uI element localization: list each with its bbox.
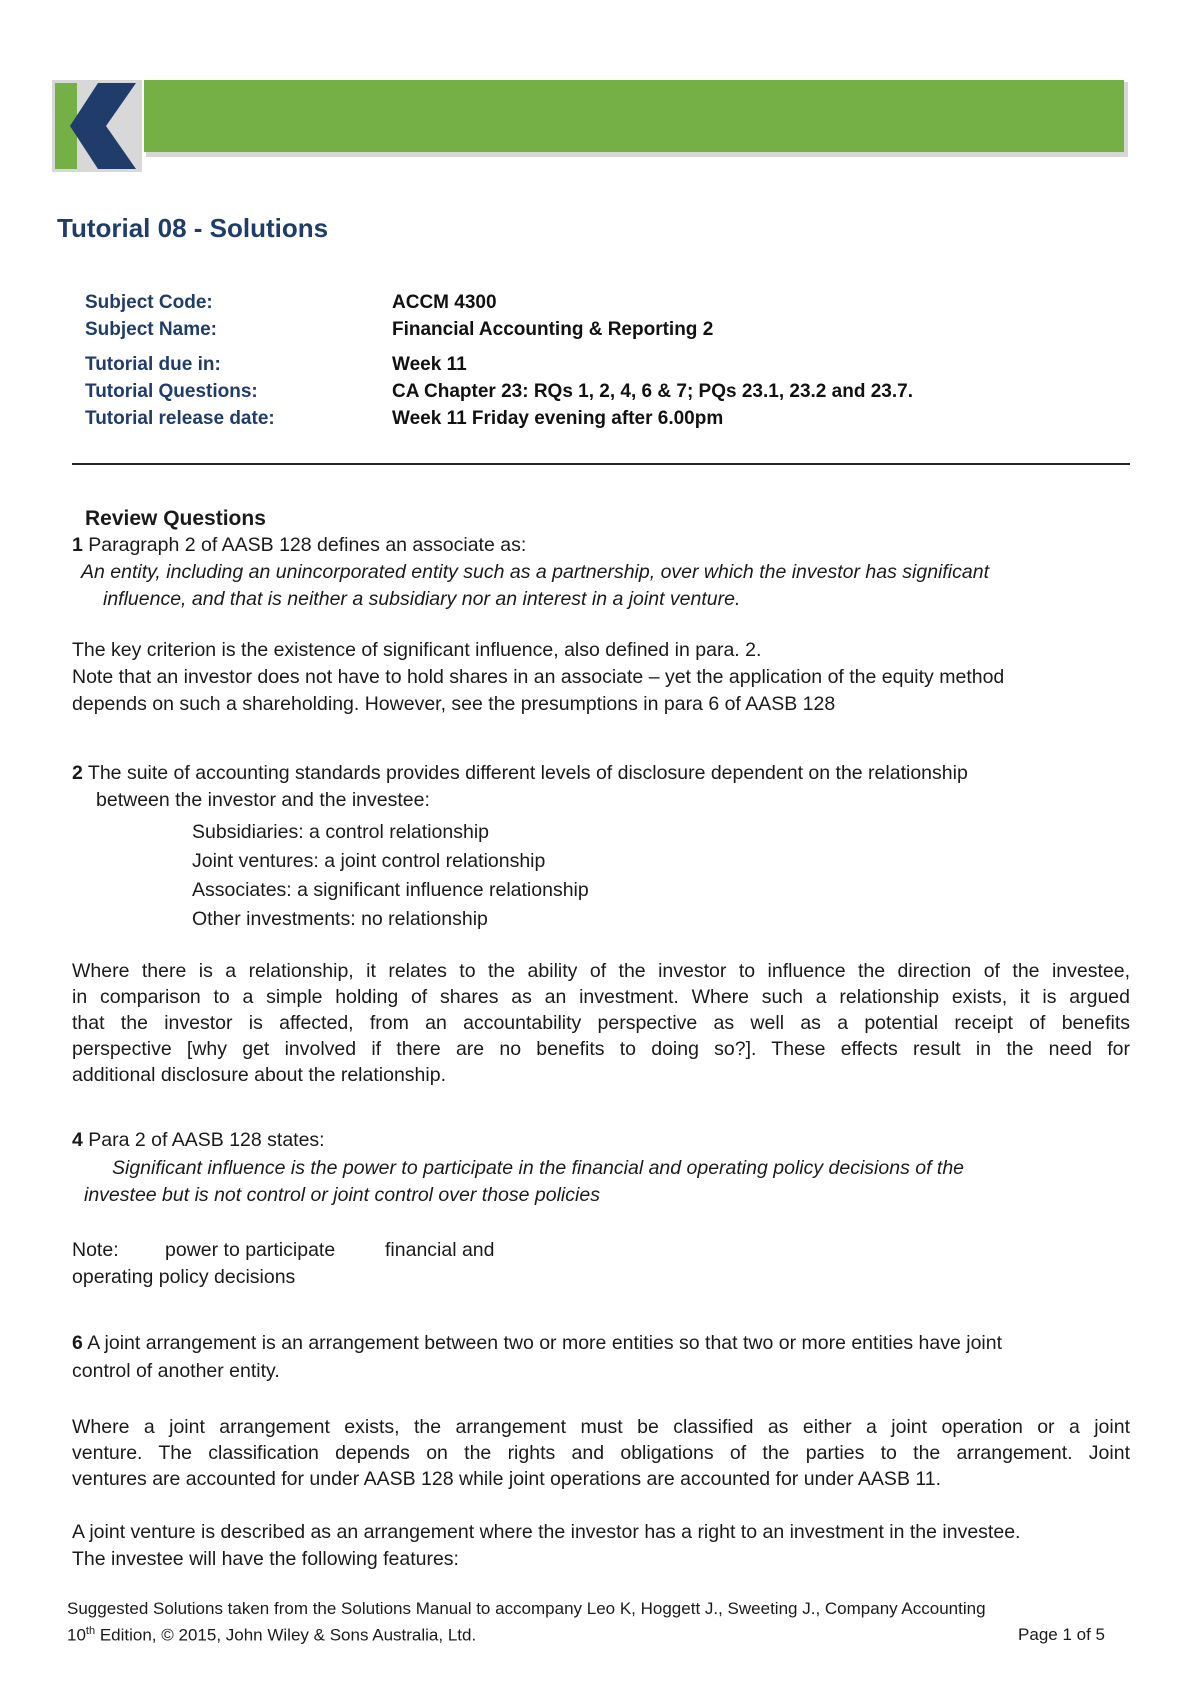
q2-intro-line: between the investor and the investee: [96,789,430,811]
q2-paragraph-line: perspective [why get involved if there are no benefits to doing so?]. These effects result in the need for [72,1038,1130,1060]
q2-intro-text: The suite of accounting standards provides different levels of disclosure dependent on the relationship [82,762,968,784]
q6-intro-line: control of another entity. [72,1360,280,1382]
subject-code-value: ACCM 4300 [392,292,497,313]
q2-list-item: Subsidiaries: a control relationship [192,821,489,843]
page-number: Page 1 of 5 [1018,1625,1105,1644]
questions-label: Tutorial Questions: [85,381,258,402]
q6-intro [72,1330,1002,1357]
q1-number: 1 [72,534,83,556]
page-title: Tutorial 08 - Solutions [57,213,329,243]
q1-quote-line: influence, and that is neither a subsidiary nor an interest in a joint venture. [103,588,741,610]
q6-paragraph-line: ventures are accounted for under AASB 128 while joint operations are accounted for under AASB 11. [72,1468,942,1490]
q4-number: 4 [72,1129,83,1151]
q2-number: 2 [72,762,83,784]
q1-quote-line: An entity, including an unincorporated entity such as a partnership, over which the investor has significant [81,561,989,583]
q4-note-label: Note: [72,1239,119,1261]
q4-note-item: operating policy decisions [72,1266,296,1288]
footer-edition [67,1625,1105,1646]
q1-paragraph-line: The key criterion is the existence of significant influence, also defined in para. 2. [72,639,762,661]
q6-intro-text: A joint arrangement is an arrangement between two or more entities so that two or more entities have joint [82,1332,1003,1354]
due-label: Tutorial due in: [85,354,221,375]
footer-edition-number: 10 [67,1625,86,1645]
q2-list-item: Other investments: no relationship [192,908,488,930]
q1-intro [72,532,526,559]
q6-paragraph-line: venture. The classification depends on the rights and obligations of the parties to the arrangement. Joint [72,1442,1130,1464]
q4-quote-line: Significant influence is the power to participate in the financial and operating policy decisions of the [112,1157,965,1179]
header-banner [144,80,1124,152]
q2-paragraph-line: that the investor is affected, from an accountability perspective as well as a potential receipt of benefits [72,1012,1130,1034]
q4-note-item: power to participate [165,1239,336,1261]
q4-intro [72,1127,325,1154]
q2-paragraph-line: Where there is a relationship, it relates to the ability of the investor to influence the direction of the investee, [72,960,1130,982]
q6-number: 6 [72,1332,83,1354]
logo-icon [52,80,142,172]
q2-list-item: Associates: a significant influence relationship [192,879,589,901]
questions-value: CA Chapter 23: RQs 1, 2, 4, 6 & 7; PQs 23.1, 23.2 and 23.7. [392,381,913,402]
release-label: Tutorial release date: [85,408,275,429]
q6-paragraph-line: Where a joint arrangement exists, the arrangement must be classified as either a joint operation or a joint [72,1416,1130,1438]
q4-quote-line: investee but is not control or joint control over those policies [84,1184,600,1206]
q1-paragraph-line: depends on such a shareholding. However, see the presumptions in para 6 of AASB 128 [72,693,836,715]
subject-name-label: Subject Name: [85,319,217,340]
q2-paragraph-line: additional disclosure about the relationship. [72,1064,446,1086]
section-heading: Review Questions [85,507,266,530]
q2-paragraph-line: in comparison to a simple holding of shares as an investment. Where such a relationship exists, it is argued [72,986,1130,1008]
q2-list-item: Joint ventures: a joint control relationship [192,850,546,872]
footer-edition-suffix: th [85,1625,96,1637]
due-value: Week 11 [392,354,467,375]
q4-note-item: financial and [385,1239,495,1261]
footer-citation: Suggested Solutions taken from the Solutions Manual to accompany Leo K, Hoggett J., Sweeting J., Company Accounting [67,1599,986,1618]
q6-paragraph-line: A joint venture is described as an arrangement where the investor has a right to an investment in the investee. [72,1521,1021,1543]
subject-code-label: Subject Code: [85,292,213,313]
divider [72,463,1130,465]
footer-publisher: Edition, © 2015, John Wiley & Sons Australia, Ltd. [95,1625,477,1645]
q4-intro-text: Para 2 of AASB 128 states: [82,1129,325,1151]
q2-intro [72,760,968,787]
subject-name-value: Financial Accounting & Reporting 2 [392,319,714,340]
q1-paragraph-line: Note that an investor does not have to hold shares in an associate – yet the application of the equity method [72,666,1005,688]
q6-paragraph-line: The investee will have the following features: [72,1548,459,1570]
release-value: Week 11 Friday evening after 6.00pm [392,408,724,429]
q1-intro-text: Paragraph 2 of AASB 128 defines an associate as: [82,534,527,556]
